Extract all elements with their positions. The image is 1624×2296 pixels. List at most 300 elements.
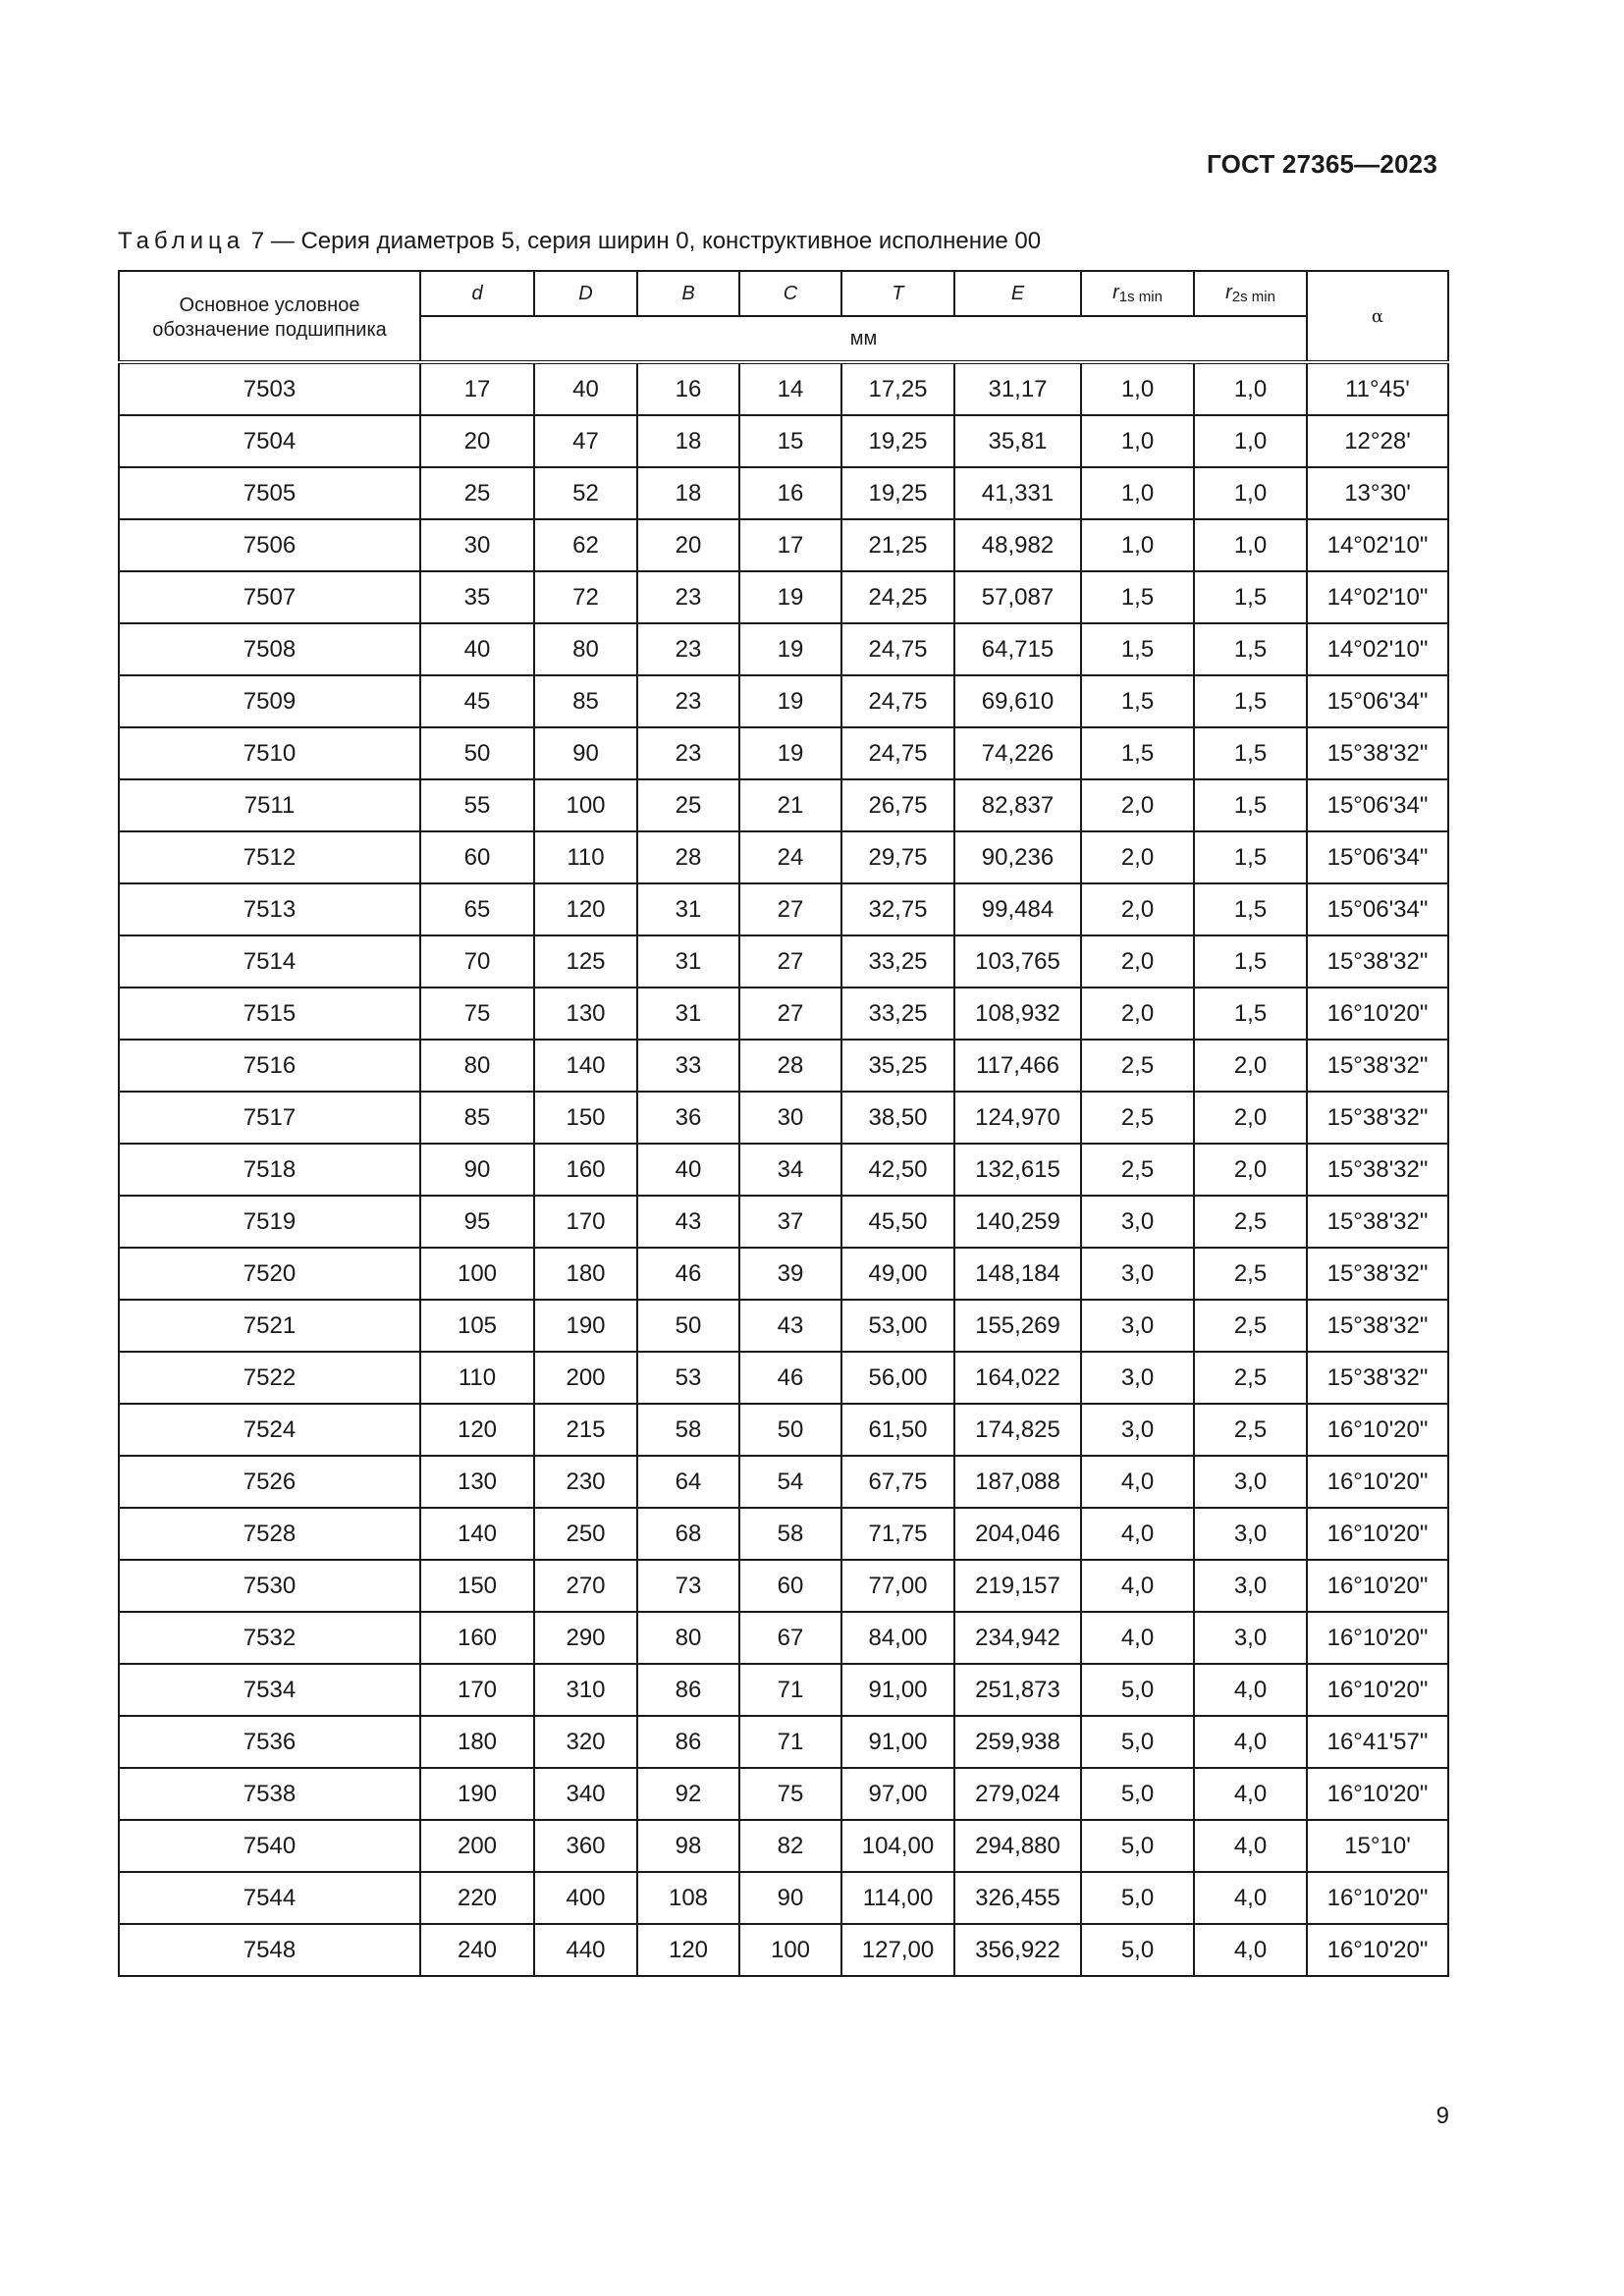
cell-T: 26,75 — [841, 779, 954, 831]
cell-r1s-min: 5,0 — [1081, 1924, 1194, 1976]
cell-r2s-min: 1,5 — [1194, 988, 1307, 1040]
standard-header: ГОСТ 27365—2023 — [1207, 149, 1437, 179]
header-C-label: C — [783, 282, 798, 304]
cell-designation: 7503 — [119, 362, 420, 415]
cell-T: 45,50 — [841, 1196, 954, 1248]
cell-d: 90 — [420, 1144, 534, 1196]
header-alpha — [1307, 271, 1448, 362]
cell-B: 25 — [637, 779, 739, 831]
cell-r2s-min: 2,5 — [1194, 1300, 1307, 1352]
cell-r2s-min: 4,0 — [1194, 1716, 1307, 1768]
cell-B: 120 — [637, 1924, 739, 1976]
cell-alpha: 15°06'34" — [1307, 883, 1448, 935]
cell-alpha: 16°10'20" — [1307, 1404, 1448, 1456]
header-d — [420, 271, 534, 316]
cell-B: 23 — [637, 623, 739, 675]
cell-r1s-min: 5,0 — [1081, 1716, 1194, 1768]
cell-D: 250 — [534, 1508, 637, 1560]
cell-r1s-min: 2,0 — [1081, 988, 1194, 1040]
table-row — [119, 362, 1448, 415]
table-row — [119, 1508, 1448, 1560]
cell-E: 57,087 — [954, 571, 1081, 623]
cell-r1s-min: 5,0 — [1081, 1872, 1194, 1924]
header-B — [637, 271, 739, 316]
cell-r2s-min: 3,0 — [1194, 1612, 1307, 1664]
cell-B: 43 — [637, 1196, 739, 1248]
cell-E: 31,17 — [954, 362, 1081, 415]
cell-d: 95 — [420, 1196, 534, 1248]
cell-r2s-min: 1,5 — [1194, 727, 1307, 779]
cell-C: 19 — [739, 623, 841, 675]
cell-E: 69,610 — [954, 675, 1081, 727]
table-row — [119, 1612, 1448, 1664]
cell-r1s-min: 3,0 — [1081, 1352, 1194, 1404]
cell-C: 67 — [739, 1612, 841, 1664]
cell-alpha: 16°10'20" — [1307, 1924, 1448, 1976]
cell-B: 33 — [637, 1040, 739, 1092]
cell-designation: 7516 — [119, 1040, 420, 1092]
cell-B: 36 — [637, 1092, 739, 1144]
table-row — [119, 988, 1448, 1040]
cell-B: 73 — [637, 1560, 739, 1612]
table-row — [119, 623, 1448, 675]
cell-E: 219,157 — [954, 1560, 1081, 1612]
cell-r1s-min: 2,5 — [1081, 1092, 1194, 1144]
cell-E: 164,022 — [954, 1352, 1081, 1404]
cell-alpha: 15°38'32" — [1307, 1300, 1448, 1352]
cell-E: 140,259 — [954, 1196, 1081, 1248]
cell-C: 75 — [739, 1768, 841, 1820]
cell-D: 200 — [534, 1352, 637, 1404]
cell-E: 279,024 — [954, 1768, 1081, 1820]
cell-designation: 7515 — [119, 988, 420, 1040]
cell-C: 24 — [739, 831, 841, 883]
cell-T: 49,00 — [841, 1248, 954, 1300]
cell-B: 98 — [637, 1820, 739, 1872]
cell-r1s-min: 1,5 — [1081, 727, 1194, 779]
cell-d: 100 — [420, 1248, 534, 1300]
header-C — [739, 271, 841, 316]
cell-designation: 7538 — [119, 1768, 420, 1820]
table-row — [119, 675, 1448, 727]
cell-D: 90 — [534, 727, 637, 779]
cell-B: 23 — [637, 571, 739, 623]
cell-C: 39 — [739, 1248, 841, 1300]
table-row — [119, 1716, 1448, 1768]
cell-designation: 7520 — [119, 1248, 420, 1300]
cell-T: 29,75 — [841, 831, 954, 883]
table-row — [119, 1352, 1448, 1404]
cell-C: 34 — [739, 1144, 841, 1196]
cell-B: 18 — [637, 415, 739, 467]
cell-C: 27 — [739, 935, 841, 988]
cell-T: 91,00 — [841, 1716, 954, 1768]
cell-B: 68 — [637, 1508, 739, 1560]
cell-T: 91,00 — [841, 1664, 954, 1716]
table-row — [119, 1560, 1448, 1612]
cell-designation: 7511 — [119, 779, 420, 831]
cell-D: 310 — [534, 1664, 637, 1716]
cell-T: 32,75 — [841, 883, 954, 935]
table-row — [119, 1820, 1448, 1872]
cell-D: 340 — [534, 1768, 637, 1820]
cell-r2s-min: 1,5 — [1194, 571, 1307, 623]
table-row — [119, 1144, 1448, 1196]
cell-T: 77,00 — [841, 1560, 954, 1612]
cell-d: 190 — [420, 1768, 534, 1820]
table-row — [119, 831, 1448, 883]
cell-designation: 7524 — [119, 1404, 420, 1456]
cell-E: 108,932 — [954, 988, 1081, 1040]
cell-d: 45 — [420, 675, 534, 727]
cell-B: 23 — [637, 727, 739, 779]
header-r2s-min — [1194, 271, 1307, 316]
cell-D: 40 — [534, 362, 637, 415]
header-T-label: T — [892, 282, 904, 304]
cell-designation: 7509 — [119, 675, 420, 727]
cell-r2s-min: 1,5 — [1194, 883, 1307, 935]
cell-T: 42,50 — [841, 1144, 954, 1196]
cell-d: 30 — [420, 519, 534, 571]
cell-T: 35,25 — [841, 1040, 954, 1092]
cell-E: 155,269 — [954, 1300, 1081, 1352]
cell-designation: 7518 — [119, 1144, 420, 1196]
page-number: 9 — [1435, 2103, 1449, 2129]
cell-d: 85 — [420, 1092, 534, 1144]
cell-designation: 7506 — [119, 519, 420, 571]
cell-r2s-min: 3,0 — [1194, 1456, 1307, 1508]
cell-D: 140 — [534, 1040, 637, 1092]
cell-D: 360 — [534, 1820, 637, 1872]
cell-D: 215 — [534, 1404, 637, 1456]
cell-D: 130 — [534, 988, 637, 1040]
cell-C: 82 — [739, 1820, 841, 1872]
cell-D: 80 — [534, 623, 637, 675]
table-caption-label: Таблица — [118, 228, 245, 254]
cell-d: 105 — [420, 1300, 534, 1352]
table-row — [119, 935, 1448, 988]
cell-d: 25 — [420, 467, 534, 519]
cell-C: 28 — [739, 1040, 841, 1092]
cell-B: 108 — [637, 1872, 739, 1924]
table-row — [119, 1040, 1448, 1092]
cell-designation: 7508 — [119, 623, 420, 675]
cell-C: 71 — [739, 1716, 841, 1768]
cell-alpha: 11°45' — [1307, 362, 1448, 415]
cell-alpha: 14°02'10" — [1307, 571, 1448, 623]
table-row — [119, 1664, 1448, 1716]
cell-C: 37 — [739, 1196, 841, 1248]
cell-T: 56,00 — [841, 1352, 954, 1404]
cell-r2s-min: 3,0 — [1194, 1508, 1307, 1560]
cell-E: 74,226 — [954, 727, 1081, 779]
cell-D: 170 — [534, 1196, 637, 1248]
cell-r2s-min: 1,5 — [1194, 623, 1307, 675]
cell-r2s-min: 3,0 — [1194, 1560, 1307, 1612]
cell-d: 170 — [420, 1664, 534, 1716]
cell-E: 124,970 — [954, 1092, 1081, 1144]
cell-r1s-min: 1,5 — [1081, 623, 1194, 675]
cell-r2s-min: 4,0 — [1194, 1924, 1307, 1976]
cell-B: 80 — [637, 1612, 739, 1664]
cell-E: 187,088 — [954, 1456, 1081, 1508]
cell-designation: 7540 — [119, 1820, 420, 1872]
cell-r2s-min: 4,0 — [1194, 1820, 1307, 1872]
cell-E: 35,81 — [954, 415, 1081, 467]
cell-C: 16 — [739, 467, 841, 519]
cell-T: 61,50 — [841, 1404, 954, 1456]
cell-B: 64 — [637, 1456, 739, 1508]
cell-D: 125 — [534, 935, 637, 988]
cell-alpha: 14°02'10" — [1307, 623, 1448, 675]
cell-C: 21 — [739, 779, 841, 831]
cell-r2s-min: 1,0 — [1194, 467, 1307, 519]
cell-alpha: 15°38'32" — [1307, 1144, 1448, 1196]
cell-T: 38,50 — [841, 1092, 954, 1144]
cell-alpha: 13°30' — [1307, 467, 1448, 519]
cell-T: 97,00 — [841, 1768, 954, 1820]
cell-r2s-min: 1,5 — [1194, 935, 1307, 988]
header-E — [954, 271, 1081, 316]
cell-alpha: 15°38'32" — [1307, 1196, 1448, 1248]
cell-r1s-min: 1,0 — [1081, 467, 1194, 519]
cell-T: 24,75 — [841, 623, 954, 675]
cell-r2s-min: 2,5 — [1194, 1248, 1307, 1300]
cell-B: 16 — [637, 362, 739, 415]
cell-designation: 7510 — [119, 727, 420, 779]
cell-C: 19 — [739, 727, 841, 779]
cell-B: 23 — [637, 675, 739, 727]
cell-alpha: 15°38'32" — [1307, 1352, 1448, 1404]
cell-r1s-min: 4,0 — [1081, 1560, 1194, 1612]
cell-r1s-min: 5,0 — [1081, 1768, 1194, 1820]
cell-alpha: 15°06'34" — [1307, 831, 1448, 883]
cell-d: 40 — [420, 623, 534, 675]
cell-T: 33,25 — [841, 988, 954, 1040]
cell-E: 204,046 — [954, 1508, 1081, 1560]
header-T — [841, 271, 954, 316]
cell-r2s-min: 2,0 — [1194, 1040, 1307, 1092]
cell-r1s-min: 3,0 — [1081, 1404, 1194, 1456]
cell-D: 120 — [534, 883, 637, 935]
cell-D: 160 — [534, 1144, 637, 1196]
cell-d: 120 — [420, 1404, 534, 1456]
header-alpha-label: α — [1371, 305, 1384, 327]
cell-d: 60 — [420, 831, 534, 883]
cell-designation: 7532 — [119, 1612, 420, 1664]
cell-C: 90 — [739, 1872, 841, 1924]
cell-alpha: 12°28' — [1307, 415, 1448, 467]
cell-r2s-min: 4,0 — [1194, 1664, 1307, 1716]
cell-r1s-min: 1,5 — [1081, 571, 1194, 623]
cell-designation: 7505 — [119, 467, 420, 519]
cell-D: 110 — [534, 831, 637, 883]
table-row — [119, 571, 1448, 623]
table-row — [119, 1456, 1448, 1508]
cell-r1s-min: 1,5 — [1081, 675, 1194, 727]
cell-designation: 7519 — [119, 1196, 420, 1248]
cell-B: 31 — [637, 988, 739, 1040]
cell-B: 28 — [637, 831, 739, 883]
cell-alpha: 16°10'20" — [1307, 1456, 1448, 1508]
cell-alpha: 15°38'32" — [1307, 1040, 1448, 1092]
cell-r2s-min: 4,0 — [1194, 1872, 1307, 1924]
cell-designation: 7548 — [119, 1924, 420, 1976]
cell-r2s-min: 4,0 — [1194, 1768, 1307, 1820]
cell-D: 190 — [534, 1300, 637, 1352]
cell-r1s-min: 2,5 — [1081, 1144, 1194, 1196]
header-r1s-min — [1081, 271, 1194, 316]
cell-designation: 7504 — [119, 415, 420, 467]
cell-C: 27 — [739, 883, 841, 935]
cell-T: 104,00 — [841, 1820, 954, 1872]
cell-D: 47 — [534, 415, 637, 467]
header-D — [534, 271, 637, 316]
cell-d: 35 — [420, 571, 534, 623]
cell-D: 440 — [534, 1924, 637, 1976]
cell-designation: 7528 — [119, 1508, 420, 1560]
cell-B: 58 — [637, 1404, 739, 1456]
cell-r1s-min: 3,0 — [1081, 1300, 1194, 1352]
cell-d: 75 — [420, 988, 534, 1040]
cell-r1s-min: 1,0 — [1081, 415, 1194, 467]
table-caption — [118, 228, 1041, 255]
cell-r2s-min: 1,5 — [1194, 675, 1307, 727]
cell-E: 294,880 — [954, 1820, 1081, 1872]
cell-designation: 7526 — [119, 1456, 420, 1508]
cell-d: 65 — [420, 883, 534, 935]
cell-T: 24,25 — [841, 571, 954, 623]
cell-designation: 7514 — [119, 935, 420, 988]
cell-d: 220 — [420, 1872, 534, 1924]
cell-E: 41,331 — [954, 467, 1081, 519]
cell-T: 67,75 — [841, 1456, 954, 1508]
cell-r1s-min: 2,0 — [1081, 779, 1194, 831]
header-d-label: d — [471, 282, 483, 304]
cell-C: 58 — [739, 1508, 841, 1560]
cell-C: 46 — [739, 1352, 841, 1404]
header-unit: мм — [420, 316, 1307, 362]
cell-E: 64,715 — [954, 623, 1081, 675]
cell-designation: 7530 — [119, 1560, 420, 1612]
cell-designation: 7544 — [119, 1872, 420, 1924]
cell-D: 320 — [534, 1716, 637, 1768]
cell-alpha: 16°10'20" — [1307, 1664, 1448, 1716]
cell-C: 15 — [739, 415, 841, 467]
cell-C: 19 — [739, 675, 841, 727]
cell-r2s-min: 1,5 — [1194, 779, 1307, 831]
cell-r2s-min: 2,5 — [1194, 1404, 1307, 1456]
cell-T: 24,75 — [841, 675, 954, 727]
cell-designation: 7517 — [119, 1092, 420, 1144]
cell-alpha: 16°10'20" — [1307, 1872, 1448, 1924]
cell-E: 103,765 — [954, 935, 1081, 988]
cell-B: 18 — [637, 467, 739, 519]
cell-D: 100 — [534, 779, 637, 831]
cell-d: 130 — [420, 1456, 534, 1508]
cell-r1s-min: 3,0 — [1081, 1248, 1194, 1300]
cell-E: 82,837 — [954, 779, 1081, 831]
cell-d: 160 — [420, 1612, 534, 1664]
cell-alpha: 15°06'34" — [1307, 779, 1448, 831]
cell-alpha: 16°10'20" — [1307, 1612, 1448, 1664]
table-row — [119, 1092, 1448, 1144]
cell-alpha: 16°10'20" — [1307, 1768, 1448, 1820]
table-body — [119, 362, 1448, 1976]
cell-d: 140 — [420, 1508, 534, 1560]
table-row — [119, 883, 1448, 935]
cell-E: 174,825 — [954, 1404, 1081, 1456]
cell-designation: 7512 — [119, 831, 420, 883]
cell-T: 17,25 — [841, 362, 954, 415]
header-r1-main: r — [1112, 282, 1119, 303]
cell-d: 80 — [420, 1040, 534, 1092]
cell-E: 148,184 — [954, 1248, 1081, 1300]
cell-r2s-min: 2,5 — [1194, 1196, 1307, 1248]
cell-alpha: 15°10' — [1307, 1820, 1448, 1872]
cell-designation: 7521 — [119, 1300, 420, 1352]
cell-alpha: 16°10'20" — [1307, 1508, 1448, 1560]
cell-d: 200 — [420, 1820, 534, 1872]
cell-C: 60 — [739, 1560, 841, 1612]
cell-E: 356,922 — [954, 1924, 1081, 1976]
cell-T: 24,75 — [841, 727, 954, 779]
cell-T: 84,00 — [841, 1612, 954, 1664]
cell-E: 259,938 — [954, 1716, 1081, 1768]
table-row — [119, 1196, 1448, 1248]
cell-r1s-min: 5,0 — [1081, 1664, 1194, 1716]
cell-designation: 7507 — [119, 571, 420, 623]
bearing-dimensions-table — [118, 270, 1449, 1977]
header-r2-sub: 2s min — [1231, 289, 1275, 305]
cell-T: 19,25 — [841, 415, 954, 467]
table-row — [119, 415, 1448, 467]
cell-C: 19 — [739, 571, 841, 623]
cell-designation: 7522 — [119, 1352, 420, 1404]
cell-T: 71,75 — [841, 1508, 954, 1560]
cell-alpha: 15°38'32" — [1307, 727, 1448, 779]
cell-E: 326,455 — [954, 1872, 1081, 1924]
cell-d: 150 — [420, 1560, 534, 1612]
cell-T: 127,00 — [841, 1924, 954, 1976]
table-row — [119, 1404, 1448, 1456]
cell-T: 114,00 — [841, 1872, 954, 1924]
header-E-label: E — [1010, 282, 1025, 304]
cell-C: 71 — [739, 1664, 841, 1716]
cell-C: 14 — [739, 362, 841, 415]
cell-designation: 7513 — [119, 883, 420, 935]
cell-T: 33,25 — [841, 935, 954, 988]
cell-E: 99,484 — [954, 883, 1081, 935]
cell-r1s-min: 4,0 — [1081, 1456, 1194, 1508]
cell-r1s-min: 4,0 — [1081, 1508, 1194, 1560]
table-row — [119, 779, 1448, 831]
cell-r2s-min: 1,0 — [1194, 415, 1307, 467]
cell-d: 110 — [420, 1352, 534, 1404]
cell-D: 85 — [534, 675, 637, 727]
table-caption-text: 7 — Серия диаметров 5, серия ширин 0, конструктивное исполнение 00 — [244, 228, 1042, 254]
table-row — [119, 1924, 1448, 1976]
cell-r1s-min: 1,0 — [1081, 519, 1194, 571]
cell-r1s-min: 2,0 — [1081, 831, 1194, 883]
cell-designation: 7534 — [119, 1664, 420, 1716]
cell-D: 400 — [534, 1872, 637, 1924]
table-row — [119, 1872, 1448, 1924]
cell-alpha: 15°38'32" — [1307, 1248, 1448, 1300]
cell-T: 21,25 — [841, 519, 954, 571]
cell-E: 234,942 — [954, 1612, 1081, 1664]
cell-d: 17 — [420, 362, 534, 415]
